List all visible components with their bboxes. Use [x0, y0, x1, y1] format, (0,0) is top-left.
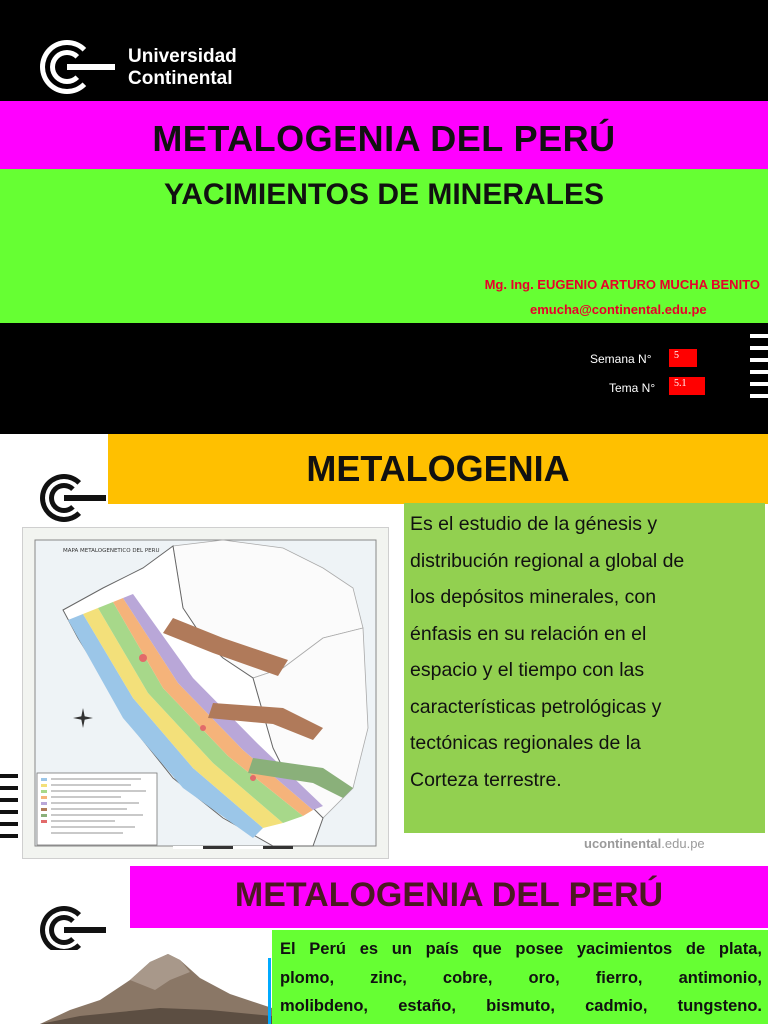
metalogenia-heading: METALOGENIA	[306, 448, 570, 489]
slide-title: METALOGENIA DEL PERÚ	[152, 118, 616, 159]
university-logo-icon	[40, 474, 108, 522]
author-email[interactable]: emucha@continental.edu.pe	[530, 302, 707, 317]
mountain-icon	[40, 950, 272, 1024]
accent-line	[268, 958, 271, 1024]
slide-subtitle: YACIMIENTOS DE MINERALES	[163, 178, 605, 211]
map-title: MAPA METALOGENETICO DEL PERU	[63, 548, 160, 554]
metallogenetic-map	[22, 527, 389, 859]
peru-map-icon	[23, 528, 388, 858]
university-logo-icon	[40, 906, 108, 954]
definition-line: énfasis en su relación en el	[410, 622, 647, 645]
footer-url-rest: .edu.pe	[661, 836, 705, 851]
definition-line: los depósitos minerales, con	[410, 586, 657, 608]
semana-value: 5	[669, 349, 697, 367]
peru-text	[280, 935, 762, 1021]
university-name-line2: Continental	[128, 68, 233, 89]
footer-url-bold: ucontinental	[584, 836, 662, 851]
definition-line: Corteza terrestre.	[410, 768, 562, 791]
metalogenia-peru-heading: METALOGENIA DEL PERÚ	[234, 876, 664, 914]
semana-label: Semana N°	[590, 352, 652, 366]
definition-line: características petrológicas y	[410, 695, 662, 718]
tema-value: 5.1	[669, 377, 705, 395]
mountain-photo	[40, 950, 272, 1024]
peru-text-line: molibdeno, estaño, bismuto, cadmio, tungsteno.	[280, 997, 762, 1015]
peru-text-line: El Perú es un país que posee yacimientos de plata,	[280, 940, 762, 958]
definition-line: tectónicas regionales de la	[410, 732, 641, 754]
tema-label: Tema N°	[609, 381, 656, 395]
definition-line: Es el estudio de la génesis y	[410, 513, 658, 535]
university-logo-icon	[40, 40, 116, 94]
author-name: Mg. Ing. EUGENIO ARTURO MUCHA BENITO	[484, 277, 760, 292]
university-name	[128, 46, 237, 90]
peru-text-line: plomo, zinc, cobre, oro, fierro, antimonio,	[280, 968, 762, 987]
university-name-line1: Universidad	[128, 46, 237, 67]
definition-line: distribución regional a global de	[410, 549, 685, 572]
definition-line: espacio y el tiempo con las	[410, 659, 645, 681]
decorative-stripes-icon	[750, 334, 768, 406]
decorative-stripes-icon	[0, 774, 18, 846]
definition-text	[410, 506, 762, 798]
footer-url[interactable]	[584, 836, 705, 851]
